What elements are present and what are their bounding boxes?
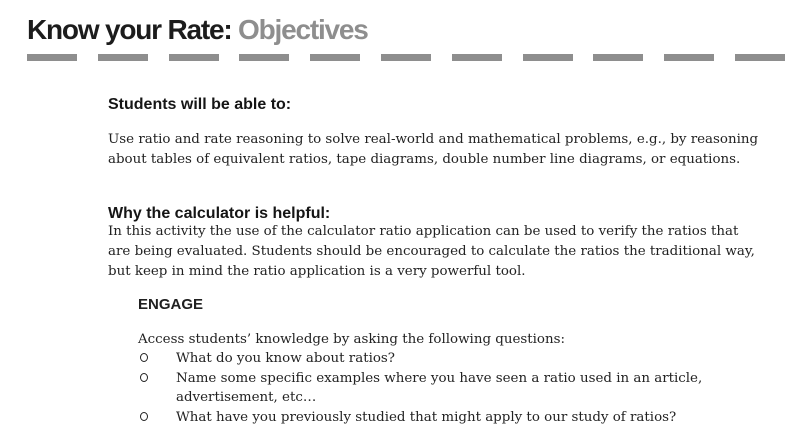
divider-dash — [169, 54, 219, 61]
divider-dash — [735, 54, 785, 61]
divider-dash — [452, 54, 502, 61]
calculator-paragraph — [108, 222, 788, 282]
question-text: What do you know about ratios? — [176, 351, 395, 366]
paragraph-line: but keep in mind the ratio application is a very powerful tool. — [108, 264, 526, 279]
divider-dash — [664, 54, 714, 61]
list-item — [138, 349, 702, 369]
page-title — [27, 13, 368, 47]
list-item — [138, 408, 702, 428]
divider-dash — [523, 54, 573, 61]
circle-bullet-icon — [140, 373, 148, 382]
calculator-heading: Why the calculator is helpful: — [108, 205, 331, 222]
title-accent: Objectives — [238, 14, 368, 45]
engage-heading: ENGAGE — [138, 296, 204, 313]
question-list — [138, 349, 702, 427]
paragraph-line: about tables of equivalent ratios, tape diagrams, double number line diagrams, or equations. — [108, 152, 741, 167]
objectives-heading: Students will be able to: — [108, 96, 292, 113]
engage-intro: Access students’ knowledge by asking the following questions: — [138, 332, 566, 347]
divider-dash — [98, 54, 148, 61]
divider-dash — [381, 54, 431, 61]
title-main: Know your Rate: — [27, 14, 239, 45]
circle-bullet-icon — [140, 353, 148, 362]
question-text: What have you previously studied that might apply to our study of ratios? — [176, 409, 677, 425]
objectives-paragraph — [108, 130, 788, 170]
question-text: Name some specific examples where you have seen a ratio used in an article, — [176, 370, 703, 386]
paragraph-line: Use ratio and rate reasoning to solve real-world and mathematical problems, e.g., by reasoning — [108, 132, 759, 147]
circle-bullet-icon — [140, 412, 148, 421]
question-text: advertisement, etc… — [176, 390, 317, 405]
list-item — [138, 369, 702, 408]
paragraph-line: In this activity the use of the calculator ratio application can be used to verify the ratios that — [108, 224, 739, 239]
dashed-divider — [27, 54, 787, 61]
divider-dash — [310, 54, 360, 61]
paragraph-line: are being evaluated. Students should be encouraged to calculate the ratios the traditional way, — [108, 244, 755, 259]
divider-dash — [27, 54, 77, 61]
divider-dash — [593, 54, 643, 61]
divider-dash — [239, 54, 289, 61]
